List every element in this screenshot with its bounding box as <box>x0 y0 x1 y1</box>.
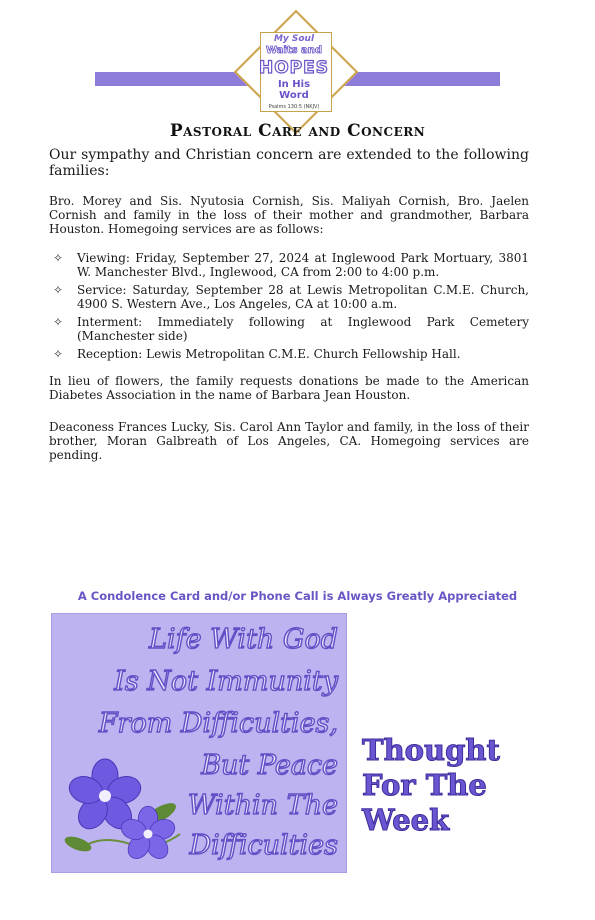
list-item <box>49 283 529 311</box>
logo-text-line: HOPES <box>259 58 329 78</box>
condolence-note: A Condolence Card and/or Phone Call is Always Greatly Appreciated <box>77 589 518 603</box>
quote-line: From Difficulties, <box>98 708 338 739</box>
quote-line: Within The <box>187 790 338 821</box>
services-list <box>49 251 529 365</box>
list-item <box>49 251 529 279</box>
list-item <box>49 315 529 343</box>
quote-line: Difficulties <box>189 830 338 861</box>
quote-line: But Peace <box>201 750 338 781</box>
logo-text-line: Waits and <box>265 45 323 56</box>
list-item-text: Reception: Lewis Metropolitan C.M.E. Church Fellowship Hall. <box>77 347 461 361</box>
donation-paragraph: In lieu of flowers, the family requests donations be made to the American Diabetes Association in the name of Barbara Jean Houston. <box>49 374 529 402</box>
periwinkle-flower-icon <box>60 754 190 866</box>
list-item-text: Service: Saturday, September 28 at Lewis Metropolitan C.M.E. Church, 4900 S. Western Ave., Los Angeles, CA at 10:00 a.m. <box>77 283 529 311</box>
family-paragraph: Bro. Morey and Sis. Nyutosia Cornish, Sis. Maliyah Cornish, Bro. Jaelen Cornish and family in the loss of their mother and grandmother, Barbara Houston. Homegoing services are as follows: <box>49 194 529 236</box>
quote-line: Is Not Immunity <box>114 666 338 697</box>
four-point-star-icon: ✧ <box>53 315 64 329</box>
logo-text-line: In His <box>277 79 311 90</box>
logo-text-line: My Soul <box>273 34 315 44</box>
list-item-text: Viewing: Friday, September 27, 2024 at Inglewood Park Mortuary, 3801 W. Manchester Blvd., Inglewood, CA from 2:00 to 4:00 p.m. <box>77 251 529 279</box>
thought-heading-line: Thought <box>362 733 500 767</box>
quote-line: Life With God <box>149 624 338 655</box>
four-point-star-icon: ✧ <box>53 251 64 265</box>
quote-card <box>51 613 347 873</box>
intro-text: Our sympathy and Christian concern are extended to the following families: <box>49 147 529 179</box>
thought-heading-line: Week <box>362 803 450 837</box>
page-title: Pastoral Care and Concern <box>169 121 426 141</box>
four-point-star-icon: ✧ <box>53 283 64 297</box>
four-point-star-icon: ✧ <box>53 347 64 361</box>
list-item <box>49 347 529 361</box>
thought-heading-line: For The <box>362 768 487 802</box>
family-paragraph-2: Deaconess Frances Lucky, Sis. Carol Ann Taylor and family, in the loss of their brother, Moran Galbreath of Los Angeles, CA. Homegoing services are pending. <box>49 420 529 462</box>
logo-text-line: Word <box>279 90 309 101</box>
church-logo <box>238 24 350 120</box>
logo-text-line: Psalms 130:5 (NKJV) <box>268 104 320 110</box>
list-item-text: Interment: Immediately following at Inglewood Park Cemetery (Manchester side) <box>77 315 529 343</box>
